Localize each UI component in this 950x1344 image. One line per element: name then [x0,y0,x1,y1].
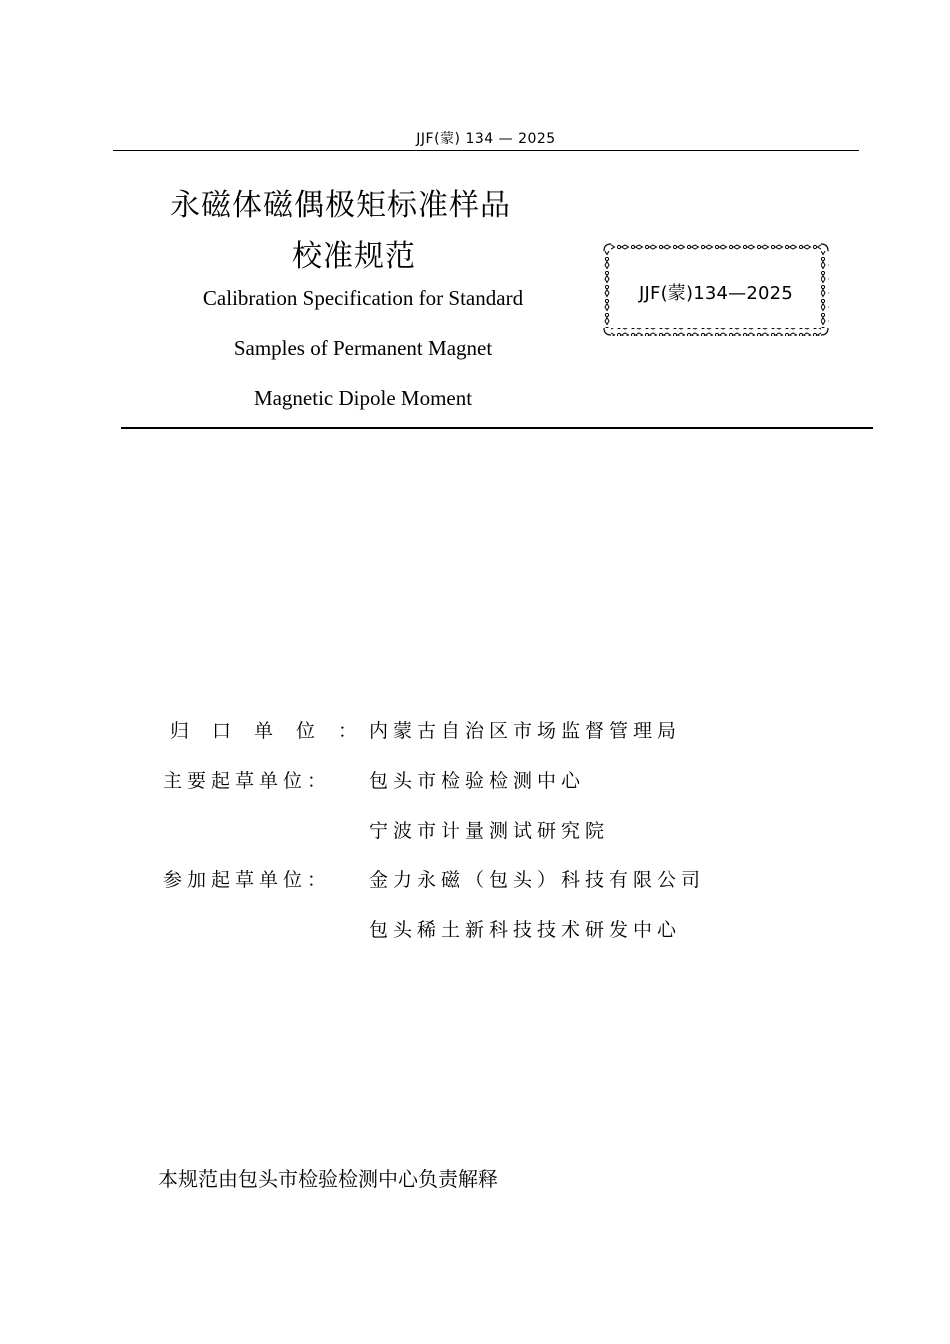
title-en-line2: Samples of Permanent Magnet [233,336,493,360]
participating-drafter-value: 金力永磁（包头）科技有限公司 [369,869,706,891]
title-en-line1: Calibration Specification for Standard [202,286,524,310]
title-cn-line1: 永磁体磁偶极矩标准样品 [170,188,511,223]
title-cn-line2: 校准规范 [292,239,416,274]
participating-drafter-label: 参加起草单位： [163,869,332,891]
participating-drafter-value: 包头稀土新科技技术研发中心 [369,919,682,941]
main-drafter-value: 宁波市计量测试研究院 [369,820,610,842]
main-drafter-value: 包头市检验检测中心 [369,770,586,792]
code-box-text: JJF(蒙)134—2025 [639,283,793,304]
main-drafter-label: 主要起草单位： [163,770,332,792]
interpretation-note: 本规范由包头市检验检测中心负责解释 [158,1167,498,1191]
title-en-line3: Magnetic Dipole Moment [253,386,473,410]
title-rule [121,427,873,429]
header-rule [113,150,859,151]
guikou-value: 内蒙古自治区市场监督管理局 [369,720,682,742]
header-code: JJF(蒙) 134 — 2025 [416,131,556,147]
code-box [603,243,829,336]
guikou-label: 归口单位： [170,720,381,742]
